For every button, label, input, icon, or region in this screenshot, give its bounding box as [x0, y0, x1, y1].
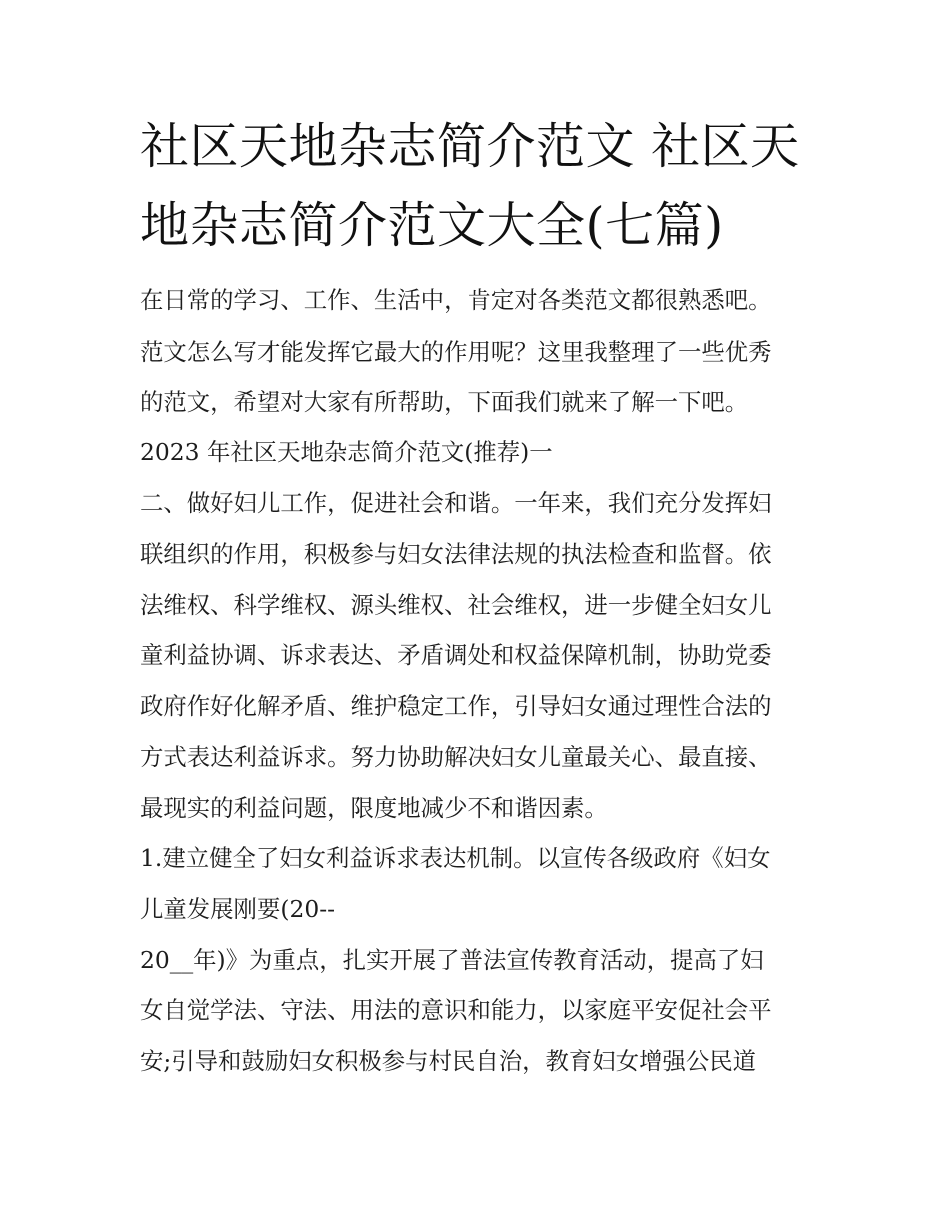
paragraph-line-9: 政府作好化解矛盾、维护稳定工作，引导妇女通过理性合法的 — [140, 692, 772, 720]
paragraph-line-2: 范文怎么写才能发挥它最大的作用呢？这里我整理了一些优秀 — [140, 338, 772, 366]
section-heading: 2023 年社区天地杂志简介范文(推荐)一 — [140, 438, 553, 466]
paragraph-line-14: 20__年)》为重点，扎实开展了普法宣传教育活动，提高了妇 — [140, 946, 764, 974]
paragraph-line-15: 女自觉学法、守法、用法的意识和能力，以家庭平安促社会平 — [140, 996, 772, 1024]
paragraph-line-7: 法维权、科学维权、源头维权、社会维权，进一步健全妇女儿 — [140, 591, 772, 619]
paragraph-line-10: 方式表达利益诉求。努力协助解决妇女儿童最关心、最直接、 — [140, 743, 772, 771]
paragraph-line-13: 儿童发展刚要(20-- — [140, 895, 336, 923]
paragraph-line-6: 联组织的作用，积极参与妇女法律法规的执法检查和监督。依 — [140, 540, 772, 568]
document-title-line-2: 地杂志简介范文大全(七篇) — [140, 197, 724, 254]
paragraph-line-16: 安;引导和鼓励妇女积极参与村民自治，教育妇女增强公民道 — [140, 1047, 757, 1075]
paragraph-line-12: 1.建立健全了妇女利益诉求表达机制。以宣传各级政府《妇女 — [140, 844, 771, 872]
paragraph-line-3: 的范文，希望对大家有所帮助，下面我们就来了解一下吧。 — [140, 388, 749, 416]
paragraph-line-8: 童利益协调、诉求表达、矛盾调处和权益保障机制，协助党委 — [140, 641, 772, 669]
paragraph-line-5: 二、做好妇儿工作，促进社会和谐。一年来，我们充分发挥妇 — [140, 489, 772, 517]
paragraph-line-1: 在日常的学习、工作、生活中，肯定对各类范文都很熟悉吧。 — [140, 286, 772, 314]
paragraph-line-11: 最现实的利益问题，限度地减少不和谐因素。 — [140, 794, 608, 822]
document-title-line-1: 社区天地杂志简介范文 社区天 — [140, 118, 800, 175]
